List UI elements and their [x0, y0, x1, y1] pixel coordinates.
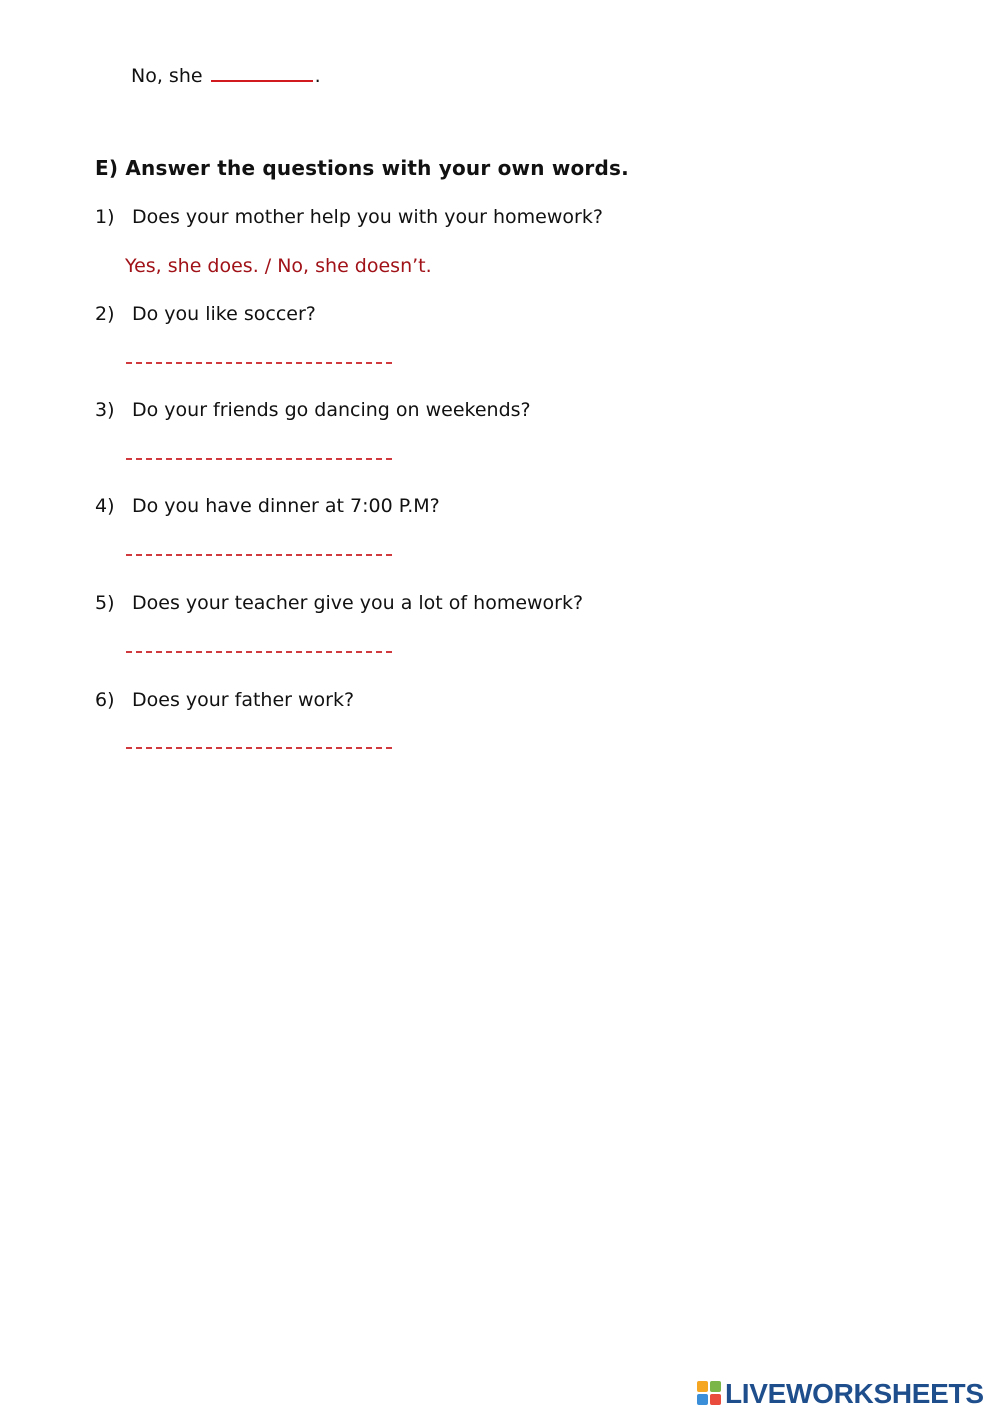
logo-mark-icon [697, 1381, 723, 1407]
previous-exercise-line [131, 62, 321, 88]
question-text: Does your mother help you with your homework? [132, 206, 603, 228]
answer-6-blank[interactable] [126, 747, 392, 749]
previous-prefix: No, she [131, 65, 203, 87]
question-1 [95, 205, 603, 229]
question-5 [95, 591, 583, 615]
question-text: Do you have dinner at 7:00 P.M? [132, 495, 440, 517]
question-number: 3) [95, 399, 115, 421]
question-number: 4) [95, 495, 115, 517]
question-6 [95, 688, 354, 712]
question-number: 2) [95, 303, 115, 325]
answer-3-blank[interactable] [126, 458, 392, 460]
logo-text: LIVEWORKSHEETS [725, 1378, 984, 1409]
question-number: 5) [95, 592, 115, 614]
question-2 [95, 302, 316, 326]
question-4 [95, 494, 440, 518]
answer-4-blank[interactable] [126, 554, 392, 556]
answer-2-blank[interactable] [126, 362, 392, 364]
question-number: 6) [95, 689, 115, 711]
question-text: Does your teacher give you a lot of homework? [132, 592, 584, 614]
liveworksheets-logo [697, 1378, 984, 1410]
question-3 [95, 398, 531, 422]
question-text: Do your friends go dancing on weekends? [132, 399, 531, 421]
answer-5-blank[interactable] [126, 651, 392, 653]
question-text: Does your father work? [132, 689, 355, 711]
previous-suffix: . [314, 65, 321, 87]
question-text: Do you like soccer? [132, 303, 316, 325]
question-number: 1) [95, 206, 115, 228]
section-heading: E) Answer the questions with your own words. [95, 156, 629, 180]
answer-1[interactable]: Yes, she does. / No, she doesn’t. [125, 255, 432, 277]
previous-answer-blank[interactable] [211, 62, 313, 82]
